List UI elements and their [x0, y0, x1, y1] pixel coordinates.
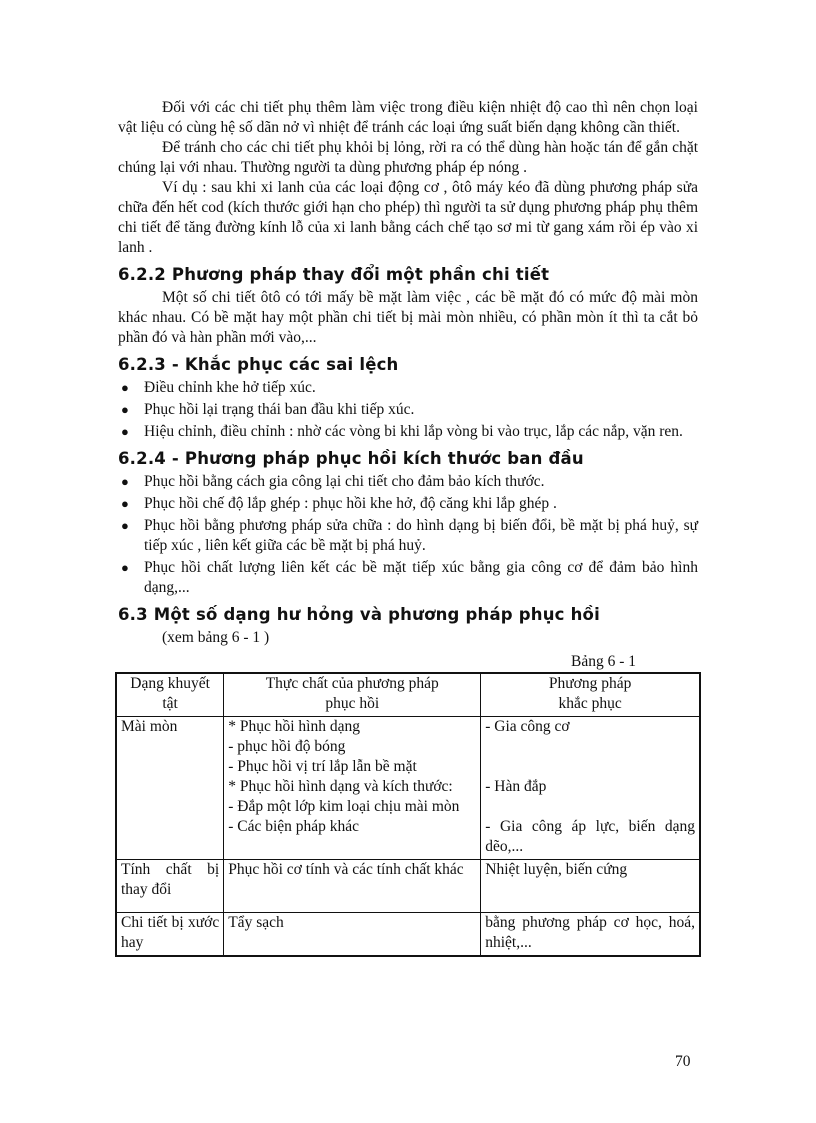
section-6-2-2-paragraph: Một số chi tiết ôtô có tới mấy bề mặt làm việc , các bề mặt đó có mức độ mài mòn khác nhau. Có bề mặt hay một phần chi tiết bị mài mòn nhiều, có phần mòn ít thì ta cắt bỏ phần đó và hàn phần mới vào,... [118, 289, 698, 346]
list-item: ● Phục hồi chất lượng liên kết các bề mặt tiếp xúc bằng gia công cơ để đảm bảo hình dạng,... [121, 559, 698, 596]
bullet-icon: ● [121, 518, 129, 533]
bullet-icon: ● [121, 560, 129, 575]
list-item: ● Phục hồi lại trạng thái ban đầu khi tiếp xúc. [121, 401, 415, 418]
table-header-row [116, 673, 700, 717]
cell-method: Nhiệt luyện, biến cứng [481, 860, 700, 913]
cell-method: bằng phương pháp cơ học, hoá, nhiệt,... [481, 913, 700, 957]
section-heading-6-2-2: 6.2.2 Phương pháp thay đổi một phần chi tiết [118, 265, 550, 284]
section-heading-6-3: 6.3 Một số dạng hư hỏng và phương pháp phục hồi [118, 605, 600, 624]
defect-repair-table [115, 672, 701, 957]
cell-defect: Tính chất bị thay đổi [116, 860, 224, 913]
cell-essence: Tẩy sạch [224, 913, 481, 957]
page-number: 70 [675, 1053, 691, 1070]
header-defect: Dạng khuyết tật [116, 673, 224, 717]
intro-paragraph-1: Đối với các chi tiết phụ thêm làm việc trong điều kiện nhiệt độ cao thì nên chọn loại vật liệu có cùng hệ số dãn nở vì nhiệt để tránh các loại ứng suất biến dạng không cần thiết. [118, 99, 698, 136]
cell-essence: * Phục hồi hình dạng - phục hồi độ bóng - Phục hồi vị trí lắp lẫn bề mặt * Phục hồi hình dạng và kích thước: - Đắp một lớp kim loại chịu mài mòn - Các biện pháp khác [224, 717, 481, 860]
cell-essence: Phục hồi cơ tính và các tính chất khác [224, 860, 481, 913]
bullet-icon: ● [121, 380, 129, 395]
cell-method: - Gia công cơ - Hàn đắp - Gia công áp lực, biến dạng dẽo,... [481, 717, 700, 860]
section-heading-6-2-4: 6.2.4 - Phương pháp phục hồi kích thước ban đầu [118, 449, 584, 468]
section-heading-6-2-3: 6.2.3 - Khắc phục các sai lệch [118, 355, 399, 374]
bullet-icon: ● [121, 424, 129, 439]
table-reference-note: (xem bảng 6 - 1 ) [162, 629, 270, 646]
list-item: ● Hiệu chỉnh, điều chỉnh : nhờ các vòng bi khi lắp vòng bi vào trục, lắp các nắp, vặn ren. [121, 423, 683, 440]
header-essence: Thực chất của phương pháp phục hồi [224, 673, 481, 717]
header-method: Phương pháp khắc phục [481, 673, 700, 717]
list-item: ● Phục hồi bằng phương pháp sửa chữa : do hình dạng bị biến đổi, bề mặt bị phá huỷ, sự tiếp xúc , liên kết giữa các bề mặt bị phá huỷ. [121, 517, 698, 554]
table-row [116, 913, 700, 957]
table-row [116, 860, 700, 913]
list-item: ● Điều chỉnh khe hở tiếp xúc. [121, 379, 316, 396]
page-content [118, 98, 698, 957]
table-row [116, 717, 700, 860]
bullet-icon: ● [121, 474, 129, 489]
list-item: ● Phục hồi chế độ lắp ghép : phục hồi khe hở, độ căng khi lắp ghép . [121, 495, 557, 512]
bullet-icon: ● [121, 402, 129, 417]
cell-defect: Chi tiết bị xước hay [116, 913, 224, 957]
bullet-icon: ● [121, 496, 129, 511]
cell-defect: Mài mòn [116, 717, 224, 860]
intro-paragraph-2: Để tránh cho các chi tiết phụ khỏi bị lỏng, rời ra có thể dùng hàn hoặc tán để gắn chặt chúng lại với nhau. Thường người ta dùng phương pháp ép nóng . [118, 139, 698, 176]
bullet-list-6-2-3 [118, 378, 698, 442]
table-caption: Bảng 6 - 1 [570, 653, 636, 670]
list-item: ● Phục hồi bằng cách gia công lại chi tiết cho đảm bảo kích thước. [121, 473, 545, 490]
intro-paragraph-3: Ví dụ : sau khi xi lanh của các loại động cơ , ôtô máy kéo đã dùng phương pháp sửa chữa đến hết cod (kích thước giới hạn cho phép) thì người ta sử dụng phương pháp phụ thêm chi tiết để tăng đường kính lỗ của xi lanh bằng cách chế tạo sơ mi từ gang xám rồi ép vào xi lanh . [118, 179, 698, 256]
bullet-list-6-2-4 [118, 472, 698, 598]
